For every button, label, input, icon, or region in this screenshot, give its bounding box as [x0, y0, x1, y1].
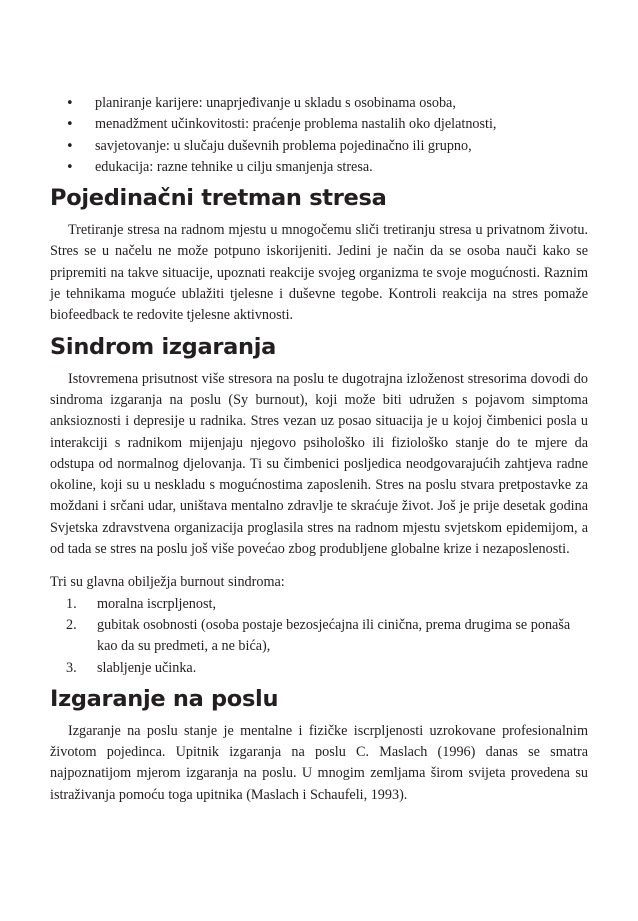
bullet-item [50, 136, 588, 157]
bullet-item [50, 114, 588, 135]
bullet-text: planiranje karijere: unaprjeđivanje u skladu s osobinama osoba, [95, 95, 456, 111]
bullet-icon: • [66, 138, 74, 154]
document-page [50, 93, 588, 812]
bullet-item [50, 93, 588, 114]
bullet-icon: • [66, 159, 74, 175]
numbered-list-item [50, 594, 588, 615]
list-item-text: moralna iscrpljenost, [97, 595, 216, 612]
bullet-text: savjetovanje: u slučaju duševnih problema pojedinačno ili grupno, [95, 137, 472, 154]
bullet-item [50, 157, 588, 178]
bullet-text: edukacija: razne tehnike u cilju smanjenja stresa. [95, 158, 373, 175]
numbered-list-item [50, 658, 588, 679]
bullet-list [50, 93, 588, 178]
list-number: 3. [66, 659, 77, 676]
section-heading-burnout-syndrome: Sindrom izgaranja [50, 333, 277, 360]
section-paragraph: Tretiranje stresa na radnom mjestu u mnogočemu sliči tretiranju stresa u privatnom životu. Stres se u načelu ne može potpuno iskorijeniti. Jedini je način da se osoba nauči kako se pripremiti na takve situacije, upoznati reakcije svojeg organizma te svoje mogućnosti. Raznim je tehnikama moguće ublažiti tjelesne i duševne tegobe. Kontroli reakcija na stres pomaže biofeedback te redovite tjelesne aktivnosti. [50, 222, 588, 324]
section-paragraph: Izgaranje na poslu stanje je mentalne i fizičke iscrpljenosti uzrokovane profesionalnim životom pojedinca. Upitnik izgaranja na poslu C. Maslach (1996) danas se smatra najpoznatijom mjerom izgaranja na poslu. U mnogim zemljama širom svijeta provedena su istraživanja pomoću toga upitnika (Maslach i Schaufeli, 1993). [50, 722, 588, 803]
list-number: 1. [66, 595, 77, 612]
numbered-list-item [50, 615, 588, 658]
list-item-text: slabljenje učinka. [97, 659, 197, 676]
numbered-list [50, 594, 588, 679]
bullet-text: menadžment učinkovitosti: praćenje problema nastalih oko djelatnosti, [95, 116, 497, 133]
bullet-icon: • [66, 96, 74, 111]
list-intro: Tri su glavna obilježja burnout sindroma: [50, 574, 285, 591]
section-heading-individual-treatment: Pojedinačni tretman stresa [50, 185, 387, 212]
section-heading-work-burnout: Izgaranje na poslu [50, 685, 279, 712]
list-item-text: gubitak osobnosti (osoba postaje bezosjećajna ili cinična, prema drugima se ponaša kao da su predmeti, a ne bića), [97, 616, 571, 655]
list-number: 2. [66, 616, 77, 633]
section-paragraph: Istovremena prisutnost više stresora na poslu te dugotrajna izloženost stresorima dovodi do sindroma izgaranja na poslu (Sy burnout), koji može biti udružen s pojavom simptoma anksioznosti i depresije u radnika. Stres vezan uz posao situacija je u kojoj čimbenici posla u interakciji s radnikom mijenjaju njegovo psihološko ili fiziološko stanje do te mjere da odstupa od normalnog djelovanja. Ti su čimbenici posljedica neodgovarajućih zahtjeva radne okoline, koji su u neskladu s mogućnostima zaposlenih. Stres na poslu stvara pretpostavke za moždani i srčani udar, uništava mentalno zdravlje te skraćuje život. Još je prije desetak godina Svjetska zdravstvena organizacija proglasila stres na radnom mjestu svjetskom epidemijom, a od tada se stres na poslu još više povećao zbog produbljene globalne krize i nezaposlenosti. [50, 370, 588, 558]
bullet-icon: • [66, 117, 74, 133]
